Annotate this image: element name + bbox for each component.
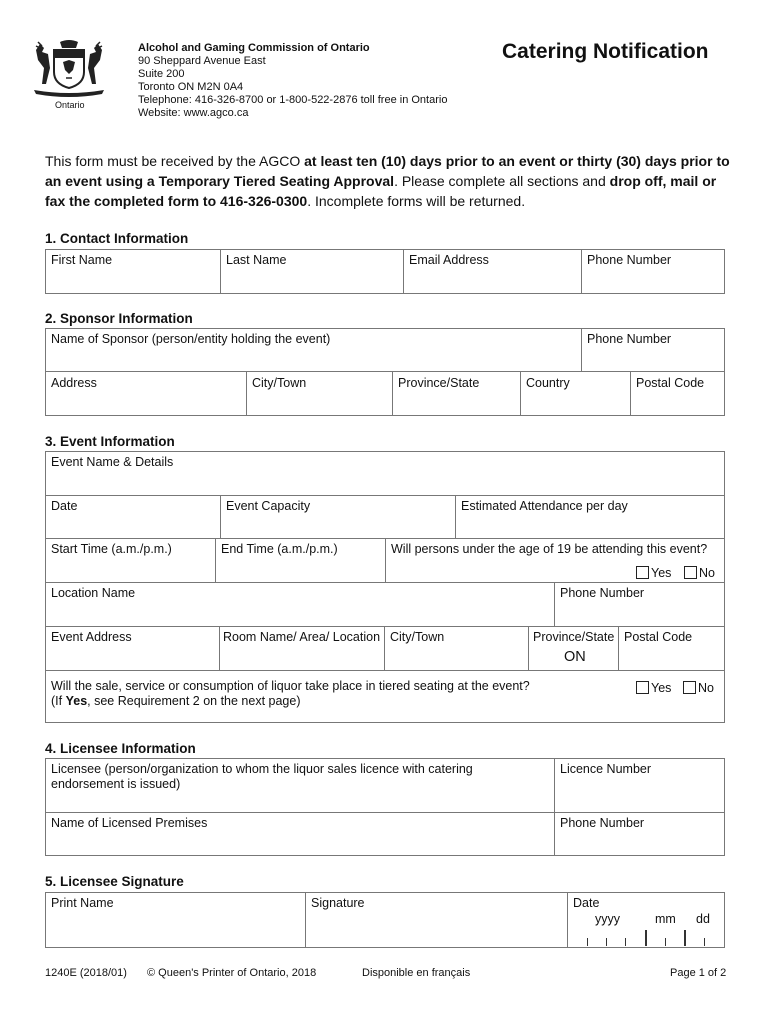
section-4-title: 4. Licensee Information <box>45 741 196 756</box>
under-19-no-label: No <box>699 566 715 580</box>
section-5-title: 5. Licensee Signature <box>45 874 184 889</box>
licensed-premises-field[interactable]: Name of Licensed Premises <box>51 816 208 830</box>
intro-text-1: This form must be received by the AGCO <box>45 153 305 169</box>
logo-caption: Ontario <box>55 100 85 110</box>
under-19-no-checkbox[interactable] <box>684 566 697 579</box>
event-province-field[interactable]: Province/State <box>533 630 615 644</box>
last-name-field[interactable]: Last Name <box>226 253 287 267</box>
intro-paragraph <box>45 151 733 211</box>
tiered-seating-question: Will the sale, service or consumption of liquor take place in tiered seating at the event? <box>51 679 530 693</box>
copyright-notice: © Queen's Printer of Ontario, 2018 <box>147 967 317 979</box>
tiered-yes-checkbox[interactable] <box>636 681 649 694</box>
date-tick <box>665 938 666 946</box>
under-19-question: Will persons under the age of 19 be attending this event? <box>391 542 708 556</box>
date-dd-label: dd <box>696 912 710 926</box>
licensee-signature-table <box>45 892 725 948</box>
date-tick <box>606 938 607 946</box>
premises-phone-field[interactable]: Phone Number <box>560 816 645 830</box>
date-tick <box>587 938 588 946</box>
website-line: Website: www.agco.ca <box>138 107 249 119</box>
under-19-yes-label: Yes <box>651 566 672 580</box>
telephone-line: Telephone: 416-326-8700 or 1-800-522-2876 toll free in Ontario <box>138 94 448 106</box>
tiered-note-yes: Yes <box>65 694 88 708</box>
org-name: Alcohol and Gaming Commission of Ontario <box>138 42 370 54</box>
licensee-name-field[interactable]: Licensee (person/organization to whom the liquor sales licence with catering endorsement is issued) <box>51 762 473 791</box>
end-time-field[interactable]: End Time (a.m./p.m.) <box>221 542 338 556</box>
french-availability: Disponible en français <box>362 967 471 979</box>
address-line-2: Suite 200 <box>138 68 185 80</box>
date-tick <box>704 938 705 946</box>
date-tick <box>625 938 626 946</box>
section-1-title: 1. Contact Information <box>45 231 189 246</box>
sponsor-country-field[interactable]: Country <box>526 376 570 390</box>
sponsor-address-field[interactable]: Address <box>51 376 97 390</box>
form-number: 1240E (2018/01) <box>45 967 127 979</box>
location-phone-field[interactable]: Phone Number <box>560 586 645 600</box>
contact-phone-field[interactable]: Phone Number <box>587 253 672 267</box>
intro-bold-1: at least ten (10) days prior to an event or thirty (30) days prior to an event using a Temporary Tiered Seating Approval <box>45 153 730 189</box>
room-location-field[interactable]: Room Name/ Area/ Location <box>223 630 381 644</box>
estimated-attendance-field[interactable]: Estimated Attendance per day <box>461 499 628 513</box>
date-mm-label: mm <box>655 912 676 926</box>
address-line-3: Toronto ON M2N 0A4 <box>138 81 244 93</box>
event-province-value: ON <box>564 649 586 665</box>
sponsor-postal-field[interactable]: Postal Code <box>636 376 705 390</box>
signature-date-field[interactable]: Date <box>573 896 600 910</box>
tiered-seating-note <box>51 694 301 709</box>
under-19-yes-checkbox[interactable] <box>636 566 649 579</box>
tiered-note-post: , see Requirement 2 on the next page) <box>87 694 301 708</box>
event-capacity-field[interactable]: Event Capacity <box>226 499 311 513</box>
section-2-title: 2. Sponsor Information <box>45 311 193 326</box>
date-yyyy-label: yyyy <box>595 912 620 926</box>
signature-field[interactable]: Signature <box>311 896 365 910</box>
section-3-title: 3. Event Information <box>45 434 175 449</box>
tiered-note-pre: (If <box>51 694 66 708</box>
sponsor-name-field[interactable]: Name of Sponsor (person/entity holding the event) <box>51 332 331 346</box>
print-name-field[interactable]: Print Name <box>51 896 114 910</box>
tiered-yes-label: Yes <box>651 681 672 695</box>
tiered-no-label: No <box>698 681 714 695</box>
form-title: Catering Notification <box>502 40 709 63</box>
tiered-no-checkbox[interactable] <box>683 681 696 694</box>
sponsor-city-field[interactable]: City/Town <box>252 376 307 390</box>
start-time-field[interactable]: Start Time (a.m./p.m.) <box>51 542 172 556</box>
sponsor-phone-field[interactable]: Phone Number <box>587 332 672 346</box>
event-date-field[interactable]: Date <box>51 499 78 513</box>
licence-number-field[interactable]: Licence Number <box>560 762 652 776</box>
sponsor-province-field[interactable]: Province/State <box>398 376 480 390</box>
address-line-1: 90 Sheppard Avenue East <box>138 55 266 67</box>
event-city-field[interactable]: City/Town <box>390 630 445 644</box>
date-separator-tick <box>645 930 647 946</box>
intro-text-2: . Please complete all sections and <box>394 173 610 189</box>
page-number: Page 1 of 2 <box>670 967 727 979</box>
ontario-coat-of-arms-logo <box>30 38 108 100</box>
intro-text-3: . Incomplete forms will be returned. <box>307 193 526 209</box>
first-name-field[interactable]: First Name <box>51 253 113 267</box>
event-name-field[interactable]: Event Name & Details <box>51 455 174 469</box>
intro-bold-2: drop off, mail or fax the completed form to 416-326-0300 <box>45 173 717 209</box>
event-postal-field[interactable]: Postal Code <box>624 630 693 644</box>
location-name-field[interactable]: Location Name <box>51 586 136 600</box>
date-separator-tick <box>684 930 686 946</box>
email-address-field[interactable]: Email Address <box>409 253 489 267</box>
event-address-field[interactable]: Event Address <box>51 630 132 644</box>
